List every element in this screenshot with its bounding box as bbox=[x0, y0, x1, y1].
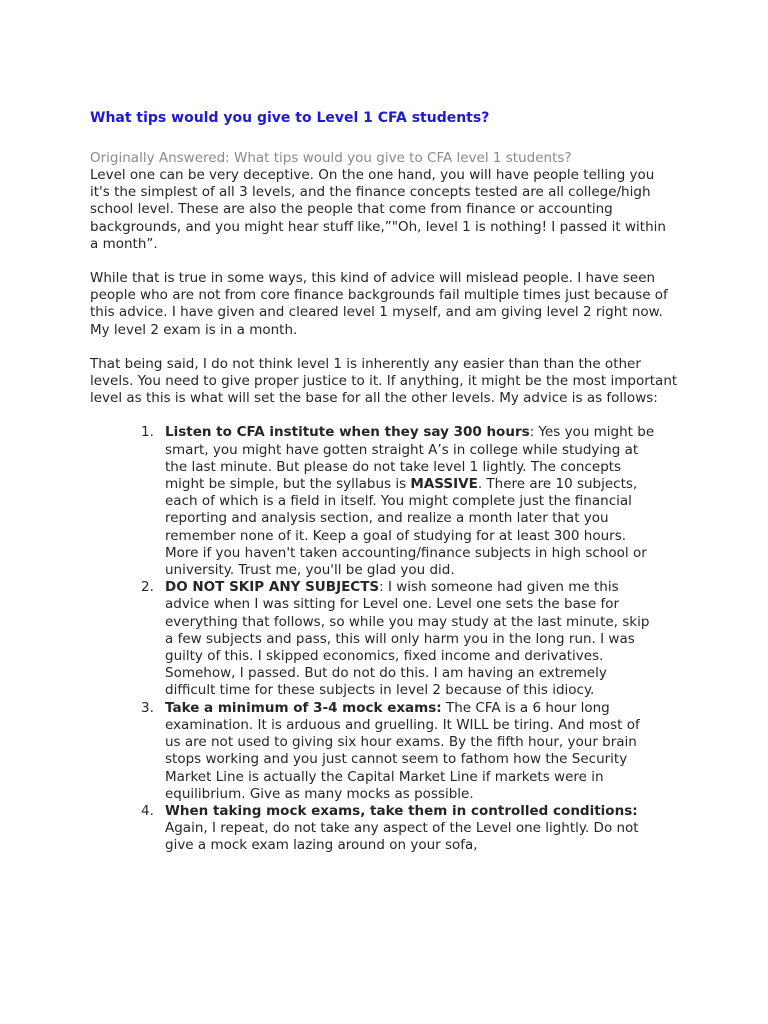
list-item bbox=[141, 699, 655, 803]
list-item-number: 1. bbox=[141, 424, 154, 441]
question-title[interactable]: What tips would you give to Level 1 CFA students? bbox=[90, 110, 490, 126]
tips-list bbox=[90, 424, 678, 854]
answer-paragraph: Level one can be very deceptive. On the one hand, you will have people telling you it's the simplest of all 3 levels, and the finance concepts tested are all college/high school level. These are also the people that come from finance or accounting backgrounds, and you might hear stuff like,”"Oh, level 1 is nothing! I passed it within a month”. bbox=[90, 167, 666, 252]
list-item bbox=[141, 579, 655, 699]
answer-paragraph: While that is true in some ways, this kind of advice will mislead people. I have seen people who are not from core finance backgrounds fail multiple times just because of this advice. I have given and cleared level 1 myself, and am giving level 2 right now. My level 2 exam is in a month. bbox=[90, 270, 668, 338]
tip-heading: When taking mock exams, take them in controlled conditions: bbox=[165, 802, 638, 819]
list-item bbox=[141, 802, 655, 855]
tip-emphasis: MASSIVE bbox=[410, 476, 478, 493]
tip-text: The CFA is a 6 hour long examination. It is arduous and gruelling. It WILL be tiring. And most of us are not used to giving six hour exams. By the fifth hour, your brain stops working and you just cannot seem to fathom how the Security Market Line is actually the Capital Market Line if markets were in equilibrium. Give as many mocks as possible. bbox=[165, 699, 640, 802]
tip-heading: Listen to CFA institute when they say 300 hours bbox=[165, 424, 530, 441]
answer-paragraph: That being said, I do not think level 1 is inherently any easier than than the other levels. You need to give proper justice to it. If anything, it might be the most important level as this is what will set the base for all the other levels. My advice is as follows: bbox=[90, 355, 678, 407]
list-item-number: 4. bbox=[141, 802, 154, 819]
tip-heading: DO NOT SKIP ANY SUBJECTS bbox=[165, 579, 380, 596]
tip-text: : I wish someone had given me this advice when I was sitting for Level one. Level one sets the base for everything that follows, so while you may study at the last minute, skip a few subjects and pass, this will only harm you in the long run. I was guilty of this. I skipped economics, fixed income and derivatives. Somehow, I passed. But do not do this. I am having an extremely difficult time for these subjects in level 2 because of this idiocy. bbox=[165, 579, 650, 699]
tip-text: : Yes you might be smart, you might have gotten straight A’s in college while studying at the last minute. But please do not take level 1 lightly. The concepts might be simple, but the syllabus is bbox=[165, 424, 655, 493]
list-item-number: 2. bbox=[141, 579, 154, 596]
tip-text: Again, I repeat, do not take any aspect of the Level one lightly. Do not give a mock exam lazing around on your sofa, bbox=[165, 820, 639, 854]
tip-text-continued: . There are 10 subjects, each of which is a field in itself. You might complete just the financial reporting and analysis section, and realize a month later that you remember none of it. Keep a goal of studying for at least 300 hours. More if you haven't taken accounting/finance subjects in high school or university. Trust me, you'll be glad you did. bbox=[165, 476, 647, 579]
originally-answered-line: Originally Answered: What tips would you give to CFA level 1 students? bbox=[90, 150, 572, 166]
tip-heading: Take a minimum of 3-4 mock exams: bbox=[165, 699, 442, 716]
list-item-number: 3. bbox=[141, 699, 154, 716]
list-item bbox=[141, 424, 655, 579]
